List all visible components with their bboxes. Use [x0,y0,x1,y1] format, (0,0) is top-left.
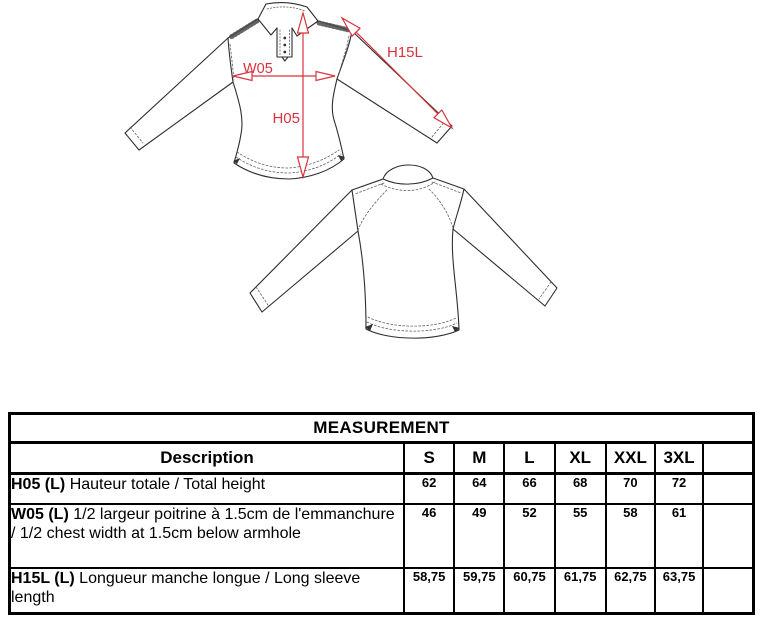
dimension-h15l [342,18,452,128]
col-header-empty [703,443,753,474]
placket-button [283,44,286,47]
table-row-h15l [10,568,754,614]
value-cell: 62,75 [606,568,655,614]
back-right-sleeve [453,189,557,306]
dim-label-h15l: H15L [387,44,423,61]
measurement-table [8,412,755,615]
value-cell: 59,75 [454,568,504,614]
back-left-sleeve [250,190,358,312]
value-cell: 70 [606,474,655,504]
value-cell: 68 [555,474,606,504]
front-collar-left-flap [258,19,277,35]
front-collar [258,3,318,21]
value-cell: 72 [655,474,703,504]
placket-button [283,37,286,40]
measure-code: H05 (L) [11,476,66,493]
col-header-3xl: 3XL [655,443,703,474]
col-header-description: Description [10,443,405,474]
measure-code: W05 (L) [11,505,69,523]
h05-arrowhead-top [298,13,309,33]
value-cell: 66 [504,474,554,504]
value-cell: 58,75 [404,568,454,614]
row-description [10,474,405,504]
front-view [125,3,452,179]
measure-code: H15L (L) [11,569,75,587]
value-cell-empty [703,568,753,614]
value-cell: 52 [504,504,554,568]
w05-arrowhead-right [316,72,335,81]
col-header-xxl: XXL [606,443,655,474]
back-stitching [256,182,551,331]
dimension-w05 [233,61,335,81]
measure-text: Hauteur totale / Total height [69,476,266,493]
dim-label-h05: H05 [272,110,300,127]
col-header-s: S [404,443,454,474]
value-cell: 60,75 [504,568,554,614]
placket-button [283,51,286,54]
back-side-vents [365,324,460,332]
value-cell-empty [703,504,753,568]
value-cell: 64 [454,474,504,504]
value-cell: 58 [606,504,655,568]
back-view [250,165,557,338]
value-cell: 61 [655,504,703,568]
front-body [233,79,344,179]
h15l-arrow-line [342,18,452,128]
value-cell: 55 [555,504,606,568]
table-title: MEASUREMENT [10,414,754,443]
col-header-m: M [454,443,504,474]
table-header-row [10,443,754,474]
measure-text: Longueur manche longue / Long sleeve length [11,569,361,607]
measure-text: 1/2 largeur poitrine à 1.5cm de l'emmanchure / 1/2 chest width at 1.5cm below armhole [11,505,395,543]
value-cell: 46 [404,504,454,568]
value-cell: 62 [404,474,454,504]
row-description [10,504,405,568]
col-header-l: L [504,443,554,474]
front-left-sleeve [125,38,233,150]
value-cell: 61,75 [555,568,606,614]
table-row-w05 [10,504,754,568]
back-collar [383,165,433,184]
table-row-h05 [10,474,754,504]
row-description [10,568,405,614]
table-title-row [10,414,754,443]
value-cell-empty [703,474,753,504]
value-cell: 49 [454,504,504,568]
dim-label-w05: W05 [243,61,273,77]
front-placket-notch [282,57,288,61]
col-header-xl: XL [555,443,606,474]
value-cell: 63,75 [655,568,703,614]
